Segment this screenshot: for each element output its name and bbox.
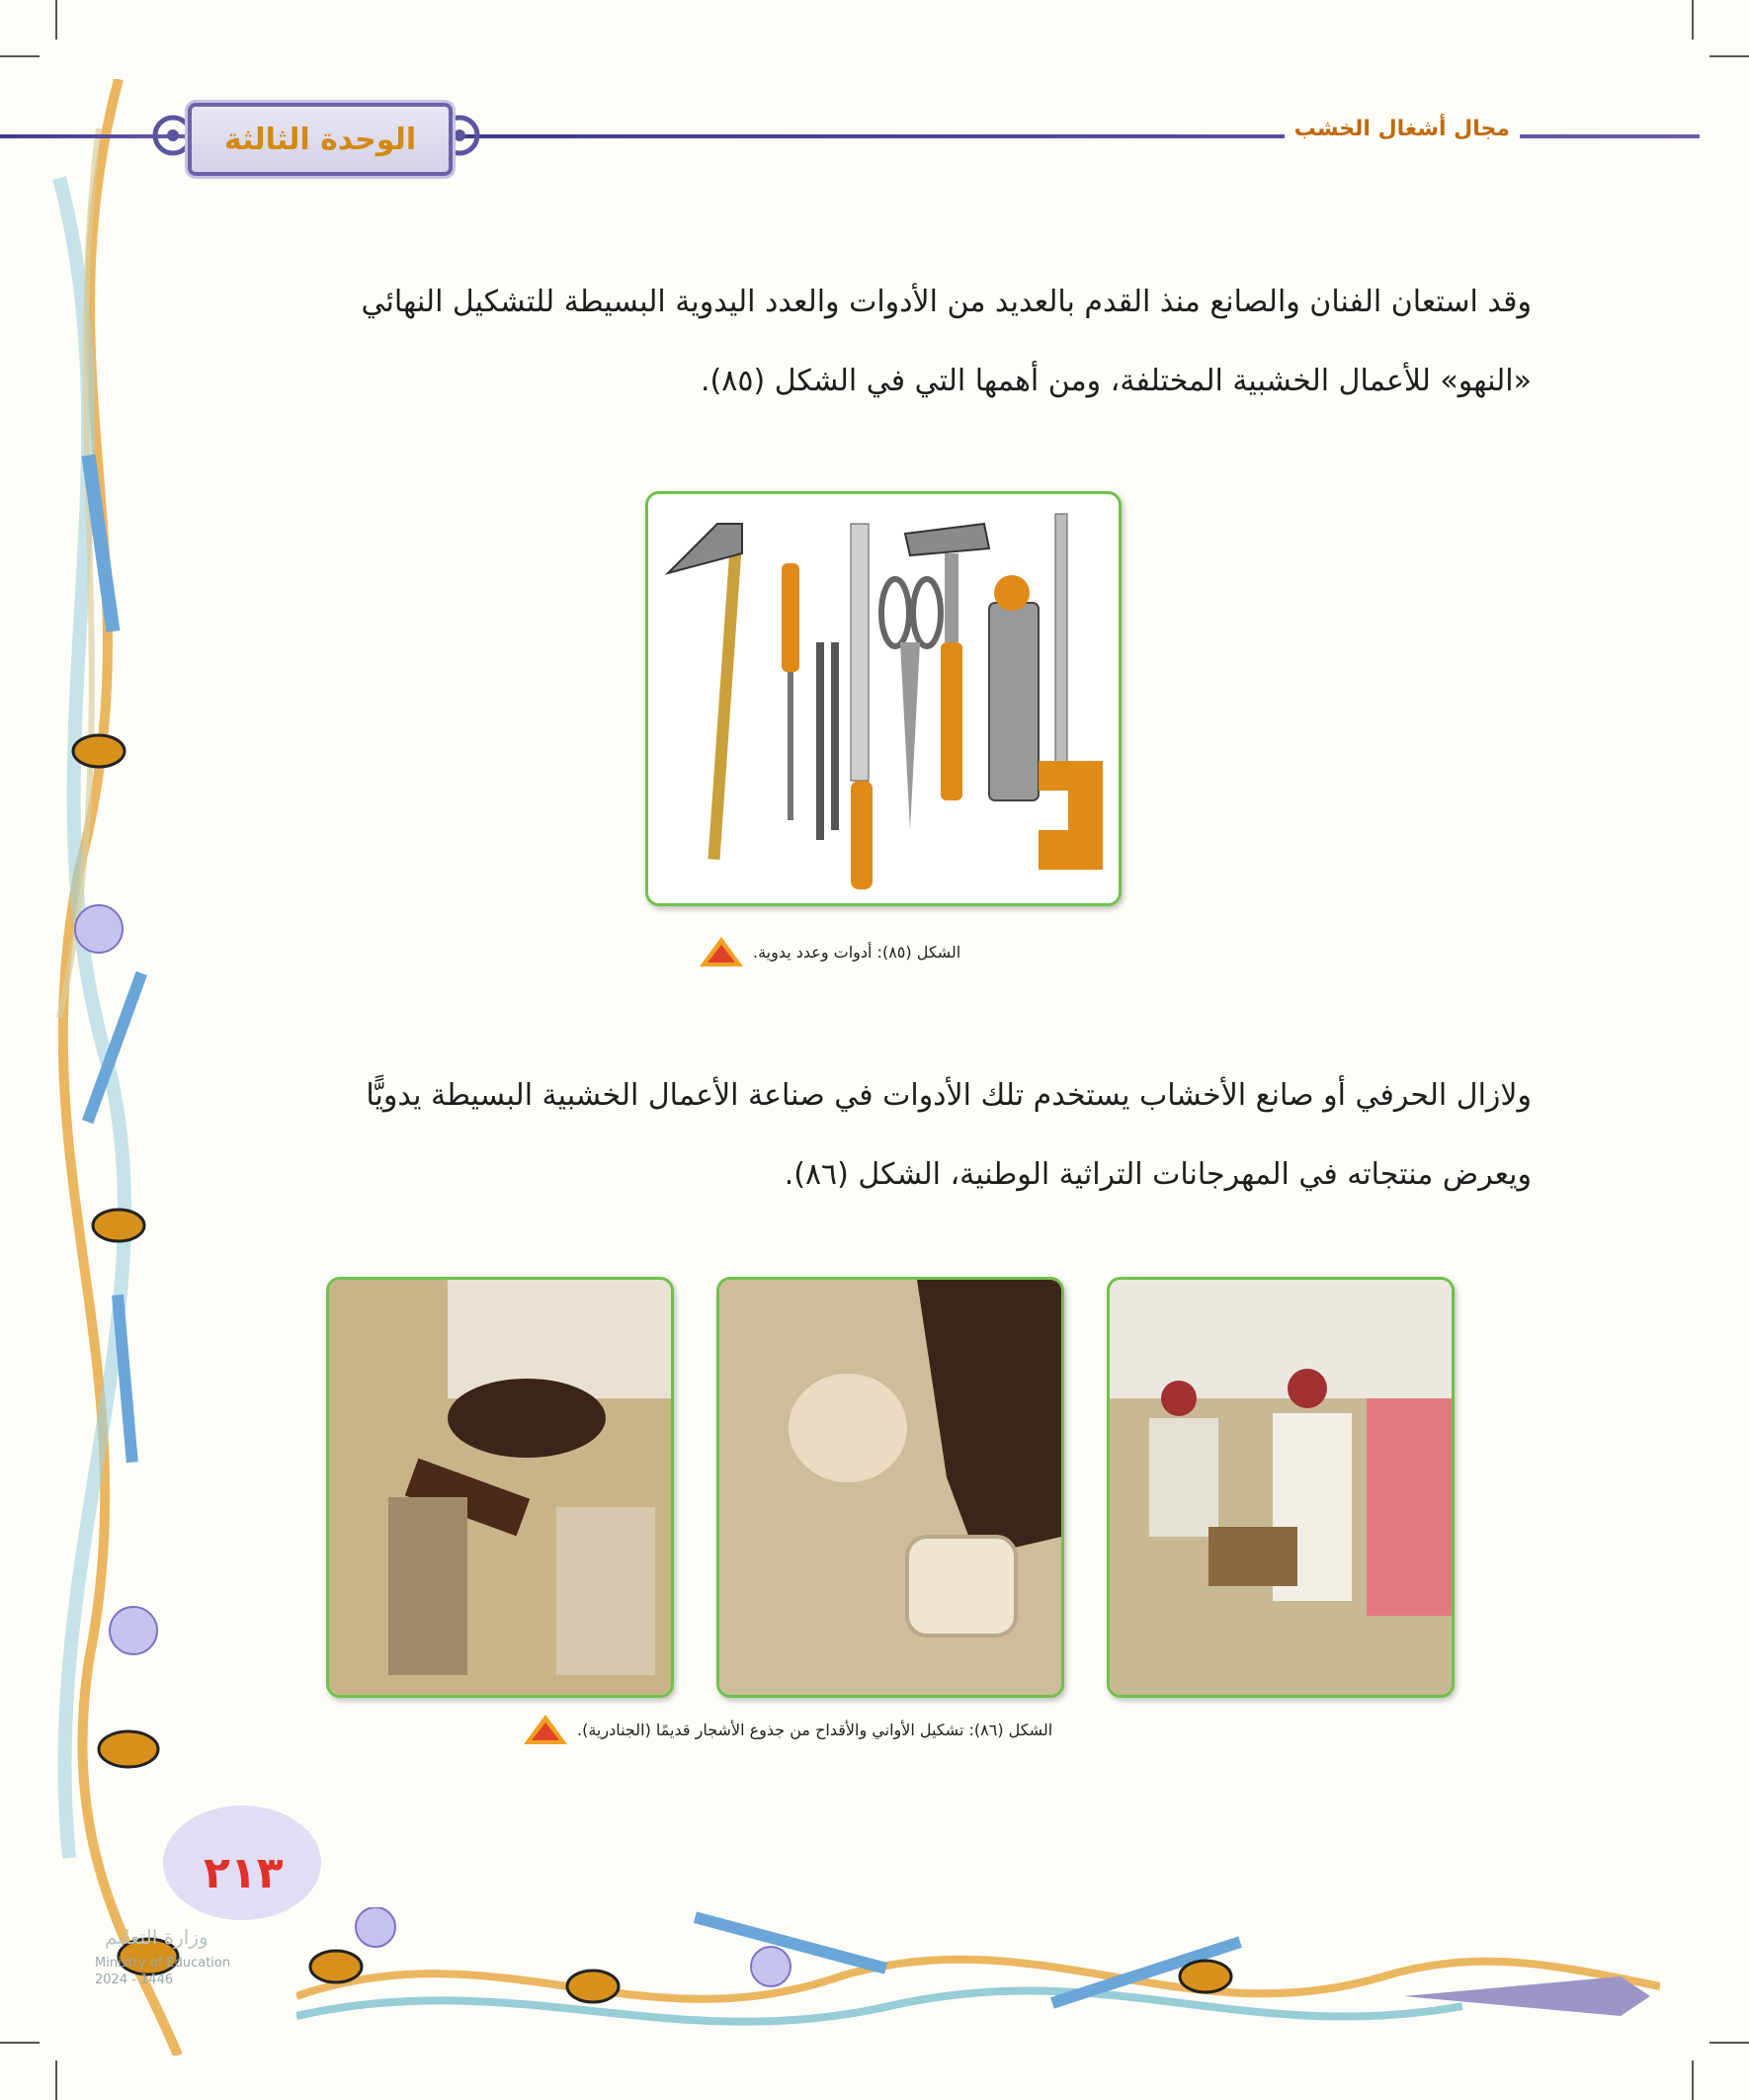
footer-decoration (296, 1907, 1660, 2056)
crop-mark (1709, 2042, 1749, 2044)
crop-mark (55, 2060, 57, 2100)
page-number: ٢١٣ (204, 1848, 284, 1898)
paragraph-line: ويعرض منتجاته في المهرجانات التراثية الوطنية، الشكل (٨٦). (784, 1157, 1532, 1192)
paragraph-line: «النهو» للأعمال الخشبية المختلفة، ومن أهمها التي في الشكل (٨٥). (701, 364, 1532, 398)
woodworker-hands-photo (329, 1280, 671, 1695)
figure-86-photo-3 (1107, 1277, 1455, 1698)
ministry-name-ar: وزارة التعليم (105, 1925, 208, 1949)
paragraph-line: وقد استعان الفنان والصانع منذ القدم بالعديد من الأدوات والعدد اليدوية البسيطة للتشكيل النهائي (361, 285, 1532, 319)
hand-tools-illustration (648, 494, 1119, 903)
crop-mark (55, 0, 57, 40)
paragraph-1 (208, 263, 1532, 421)
crop-mark (1709, 55, 1749, 57)
ministry-logo-text (95, 1955, 230, 1988)
crop-mark (1692, 2060, 1694, 2100)
craftsmen-at-festival-photo (1110, 1280, 1452, 1695)
decorative-border (0, 79, 198, 2056)
figure-85-tools-image (645, 491, 1122, 906)
unit-label: الوحدة الثالثة (223, 122, 417, 157)
paragraph-line: ولازال الحرفي أو صانع الأخشاب يستخدم تلك الأدوات في صناعة الأعمال الخشبية البسيطة يدويًّا (366, 1078, 1532, 1113)
caption-text: الشكل (٨٦): تشكيل الأواني والأقداح من جذوع الأشجار قديمًا (الجنادرية). (577, 1720, 1053, 1739)
carved-bowl-photo (719, 1280, 1061, 1695)
figure-85-caption (700, 937, 960, 966)
edition-year: 2024 - 1446 (95, 1973, 174, 1987)
crop-mark (0, 55, 40, 57)
figure-86-photo-2 (716, 1277, 1064, 1698)
figure-86-photo-1 (326, 1277, 674, 1698)
warning-triangle-icon (524, 1715, 567, 1744)
unit-badge (188, 103, 453, 176)
ministry-name-en: Ministry of Education (95, 1956, 231, 1971)
domain-title: مجال أشغال الخشب (1285, 117, 1520, 141)
crop-mark (1692, 0, 1694, 40)
figure-86-caption (524, 1715, 1052, 1744)
warning-triangle-icon (700, 937, 743, 966)
paragraph-2 (208, 1056, 1532, 1215)
caption-text: الشكل (٨٥): أدوات وعدد يدوية. (753, 942, 961, 962)
